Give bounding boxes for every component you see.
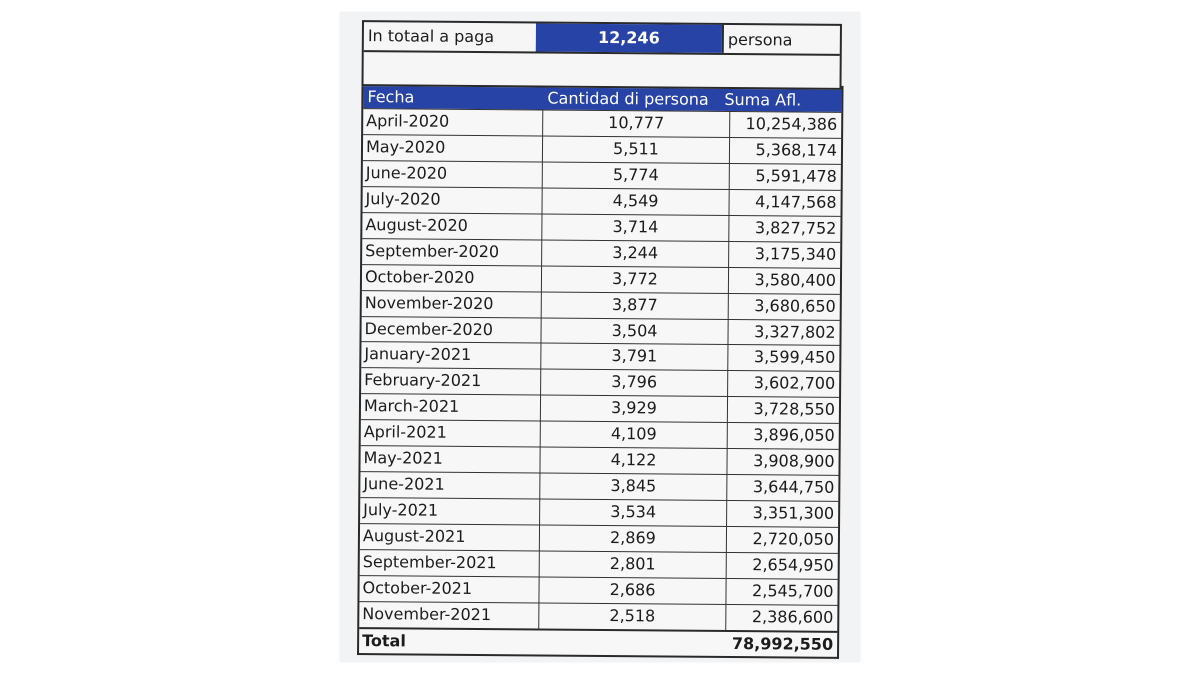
cell-suma: 3,327,802 xyxy=(754,321,836,342)
cell-suma: 3,175,340 xyxy=(754,243,837,264)
cell-cantidad: 4,549 xyxy=(542,188,729,214)
cell-cantidad: 2,869 xyxy=(540,525,727,551)
cell-suma: 2,720,050 xyxy=(752,529,835,549)
cell-suma: 3,827,752 xyxy=(754,217,837,238)
total-count-cell xyxy=(539,630,726,655)
cell-fecha: October-2020 xyxy=(362,265,542,291)
cell-cantidad: 4,109 xyxy=(541,422,728,448)
table-row xyxy=(359,601,837,631)
cell-cantidad: 4,122 xyxy=(540,448,727,474)
table-row xyxy=(363,108,841,138)
cell-fecha: July-2021 xyxy=(360,498,540,524)
summary-label: In totaal a paga xyxy=(367,26,495,47)
table-row xyxy=(362,290,840,320)
cell-suma: 3,680,650 xyxy=(754,295,836,316)
cell-cantidad: 3,845 xyxy=(540,474,727,500)
summary-box xyxy=(361,20,842,90)
cell-suma: 2,654,950 xyxy=(752,555,834,575)
table-body xyxy=(359,108,841,630)
table-row xyxy=(360,523,838,553)
cell-suma: 3,602,700 xyxy=(753,373,836,394)
cell-cantidad: 3,244 xyxy=(542,240,729,266)
cell-suma: 3,644,750 xyxy=(752,477,835,497)
cell-fecha: April-2020 xyxy=(363,109,543,135)
cell-suma: 10,254,386 xyxy=(745,114,838,134)
summary-unit: persona xyxy=(722,25,840,54)
cell-cantidad: 5,511 xyxy=(543,136,730,162)
cell-suma: 2,545,700 xyxy=(752,581,834,601)
summary-row xyxy=(364,22,840,56)
cell-suma: 3,896,050 xyxy=(753,425,835,446)
cell-fecha: August-2021 xyxy=(360,524,540,550)
table-row xyxy=(361,342,839,372)
total-value: 78,992,550 xyxy=(731,633,834,654)
table-row xyxy=(362,212,840,242)
cell-suma: 4,147,568 xyxy=(755,191,837,212)
cell-fecha: August-2020 xyxy=(362,213,542,239)
payments-table xyxy=(357,82,843,659)
cell-cantidad: 3,714 xyxy=(542,214,729,240)
cell-suma: 2,386,600 xyxy=(751,606,834,627)
cell-fecha: May-2021 xyxy=(360,446,540,472)
cell-fecha: March-2021 xyxy=(361,394,541,420)
table-row xyxy=(360,497,838,527)
cell-fecha: February-2021 xyxy=(361,368,541,394)
cell-fecha: April-2021 xyxy=(361,420,541,446)
cell-suma: 3,351,300 xyxy=(752,503,835,523)
cell-suma: 3,728,550 xyxy=(753,399,836,420)
table-row xyxy=(359,575,837,605)
cell-fecha: November-2020 xyxy=(362,291,542,317)
cell-suma: 3,908,900 xyxy=(753,451,835,471)
table-row xyxy=(360,471,838,501)
table-row xyxy=(363,160,841,190)
header-cantidad: Cantidad di persona xyxy=(547,88,709,109)
table-row xyxy=(360,445,838,475)
cell-cantidad: 5,774 xyxy=(543,162,730,188)
cell-cantidad: 3,877 xyxy=(542,292,729,318)
cell-fecha: June-2020 xyxy=(363,161,543,187)
table-row xyxy=(361,419,839,449)
total-label: Total xyxy=(362,630,406,651)
cell-cantidad: 3,772 xyxy=(542,266,729,292)
table-row xyxy=(360,549,838,579)
table-row xyxy=(363,186,841,216)
cell-suma: 5,368,174 xyxy=(755,140,838,160)
summary-value: 12,246 xyxy=(536,23,722,52)
table-row xyxy=(363,134,841,164)
total-row xyxy=(359,627,837,657)
cell-suma: 3,580,400 xyxy=(754,269,837,290)
cell-fecha: November-2021 xyxy=(359,602,539,628)
header-fecha: Fecha xyxy=(367,87,415,107)
cell-fecha: January-2021 xyxy=(361,343,541,369)
cell-fecha: July-2020 xyxy=(363,187,543,213)
cell-suma: 3,599,450 xyxy=(753,347,836,368)
cell-fecha: June-2021 xyxy=(360,472,540,498)
cell-cantidad: 2,801 xyxy=(540,551,727,577)
cell-cantidad: 3,504 xyxy=(541,318,728,344)
cell-cantidad: 3,929 xyxy=(541,396,728,422)
table-row xyxy=(361,367,839,397)
cell-fecha: September-2020 xyxy=(362,239,542,265)
document-photo xyxy=(340,12,860,662)
table-row xyxy=(361,316,839,346)
payment-sheet xyxy=(357,20,852,659)
cell-cantidad: 10,777 xyxy=(543,111,730,137)
table-row xyxy=(362,264,840,294)
cell-cantidad: 3,534 xyxy=(540,500,727,526)
cell-cantidad: 3,796 xyxy=(541,370,728,396)
cell-fecha: September-2021 xyxy=(360,550,540,576)
cell-fecha: December-2020 xyxy=(361,317,541,343)
header-suma: Suma Afl. xyxy=(724,89,802,110)
cell-suma: 5,591,478 xyxy=(755,166,837,186)
cell-cantidad: 3,791 xyxy=(541,344,728,370)
cell-fecha: October-2021 xyxy=(359,576,539,602)
table-row xyxy=(362,238,840,268)
cell-cantidad: 2,686 xyxy=(539,577,726,603)
table-row xyxy=(361,393,839,423)
cell-fecha: May-2020 xyxy=(363,135,543,161)
cell-cantidad: 2,518 xyxy=(539,603,726,629)
